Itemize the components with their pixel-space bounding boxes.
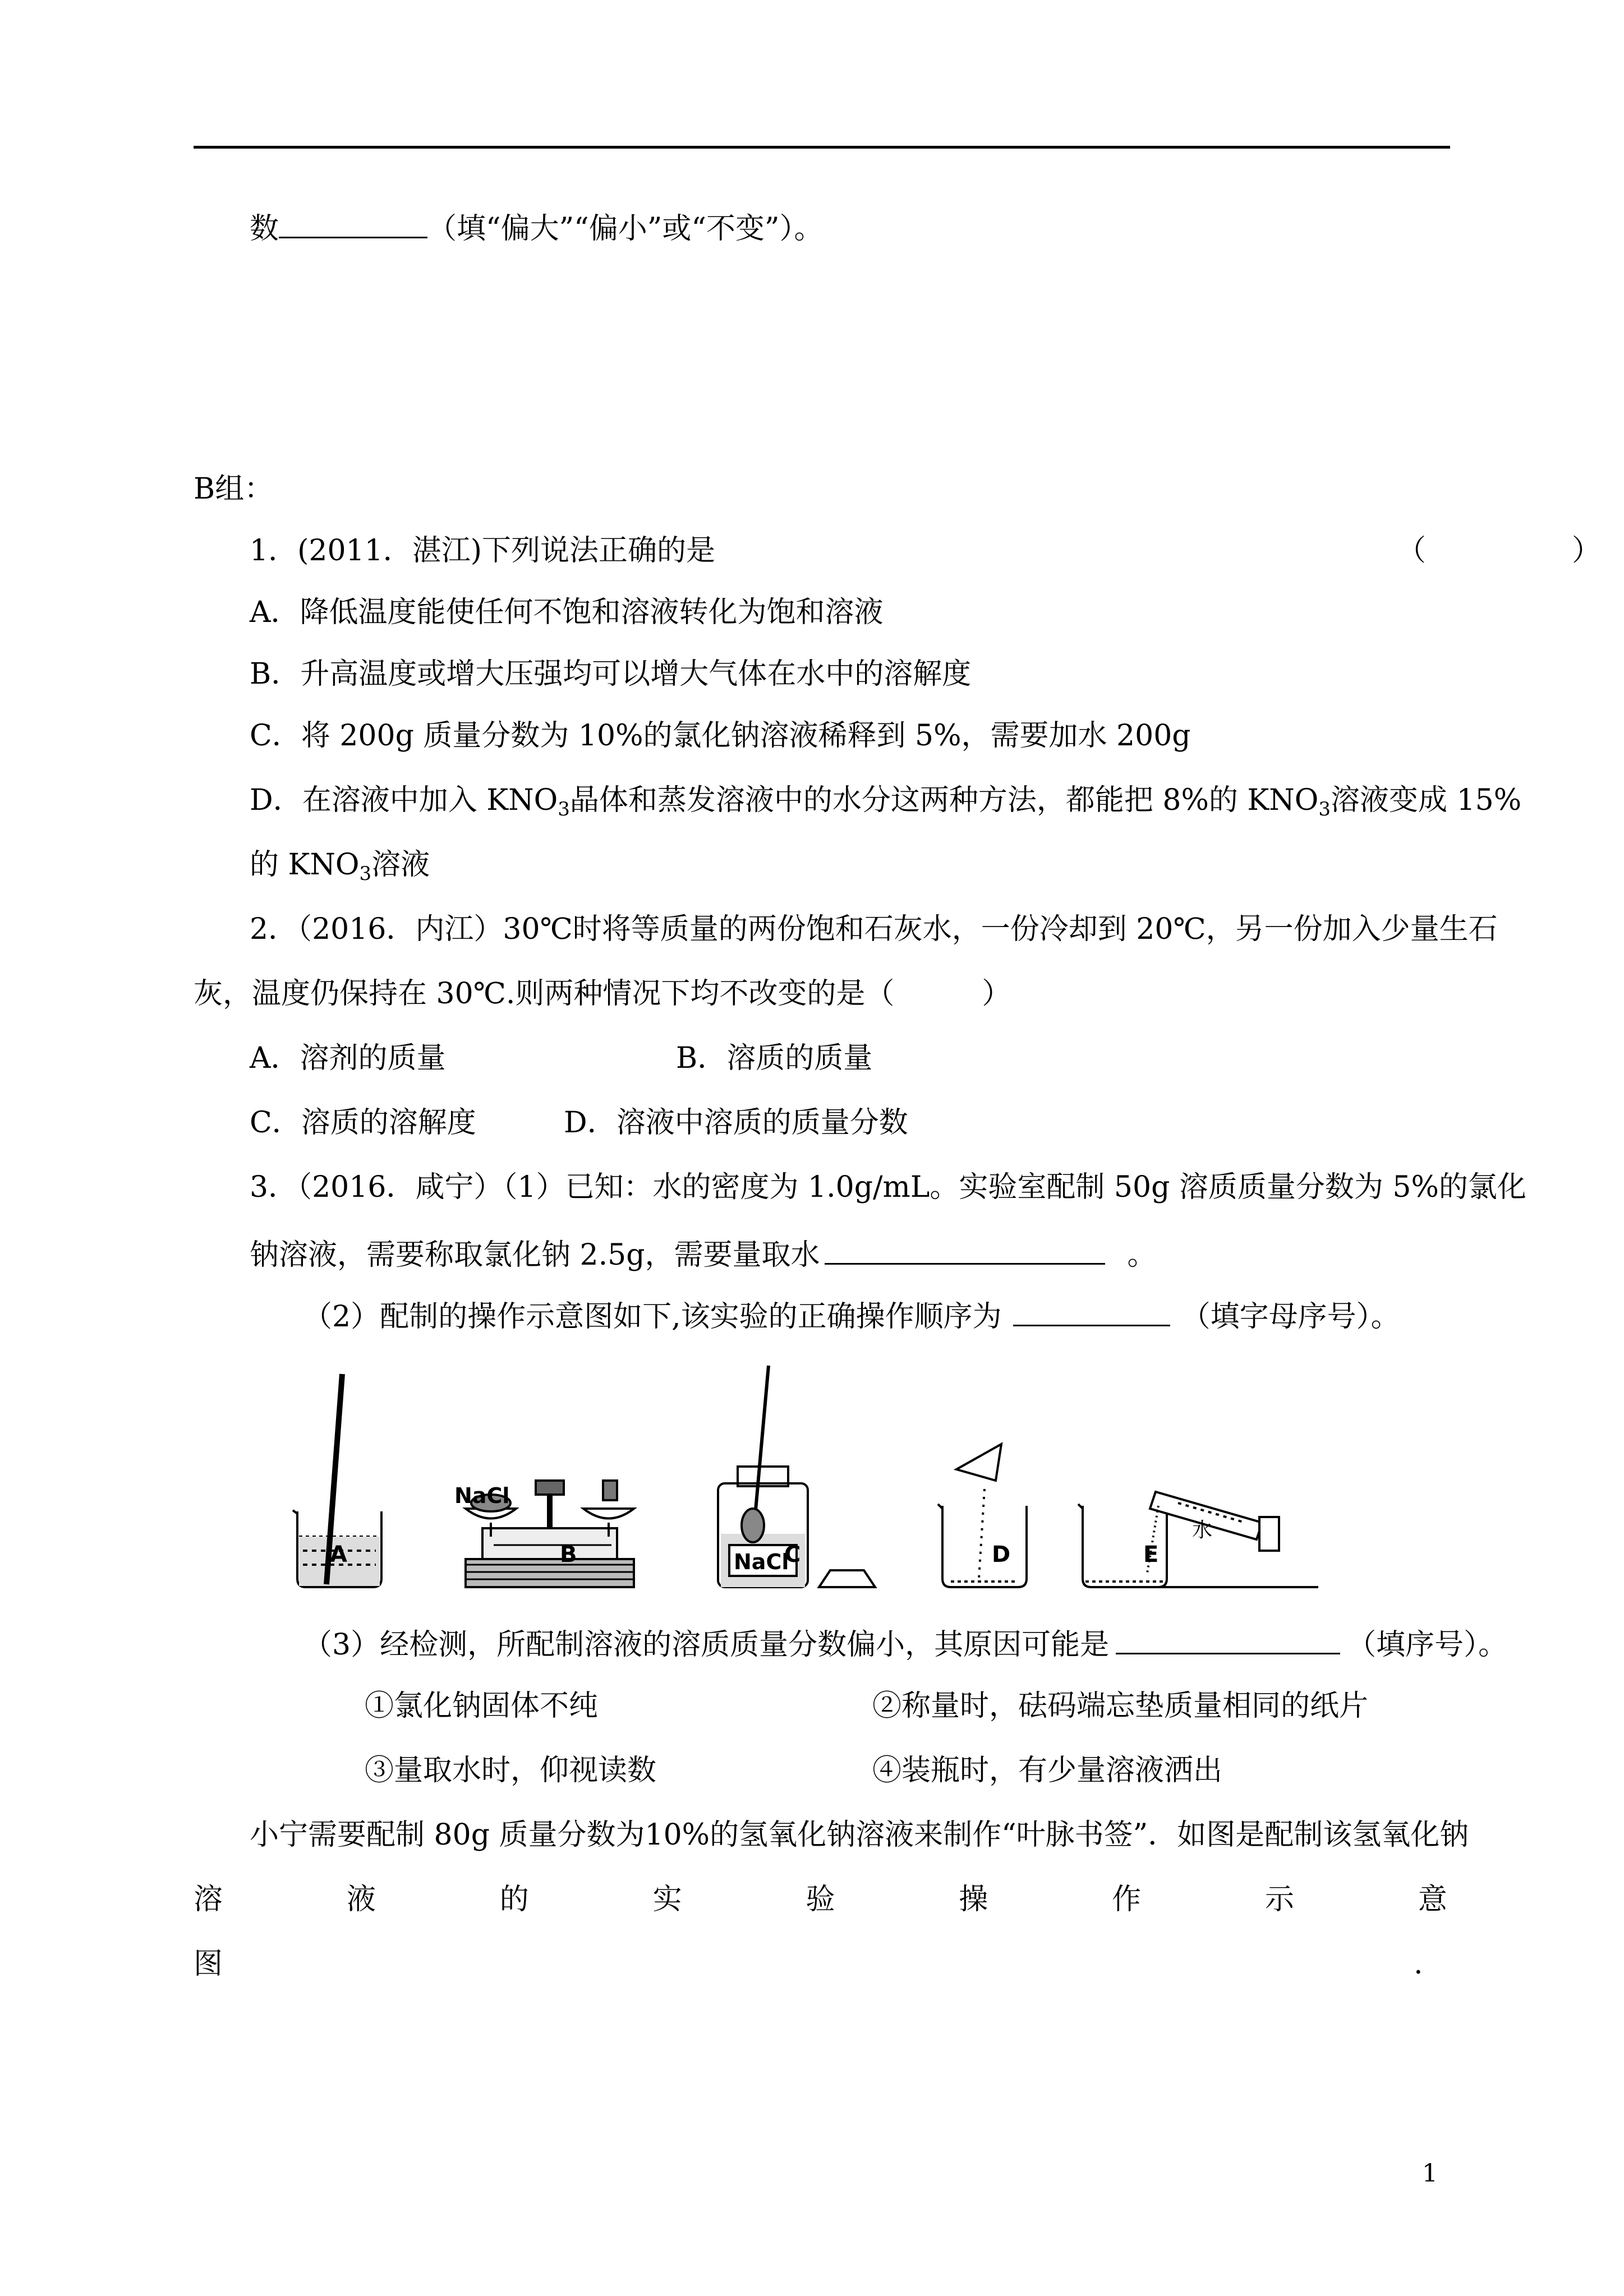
text: （填序号）。 xyxy=(1347,1628,1508,1662)
question-3-part-3 xyxy=(303,1624,1507,1663)
spread-char: 验 xyxy=(806,1883,835,1916)
subscript: 3 xyxy=(558,798,570,820)
figure-label-c: C xyxy=(784,1542,801,1567)
text: 的 KNO xyxy=(250,848,360,882)
answer-blank[interactable] xyxy=(825,1234,1105,1265)
line-fill-blank-answer xyxy=(250,208,823,247)
q3-choice-1: ①氯化钠固体不纯 xyxy=(365,1689,599,1723)
figure-label-a: A xyxy=(330,1542,347,1567)
text: （3）经检测，所配制溶液的溶质质量分数偏小，其原因可能是 xyxy=(303,1628,1110,1662)
question-4-last-char: 图 xyxy=(194,1947,223,1981)
text: 钠溶液，需要称取氯化钠 2.5g，需要量取水 xyxy=(250,1238,820,1272)
text: （填“偏大”“偏小”或“不变”）。 xyxy=(427,212,823,246)
question-1: 1．(2011．湛江)下列说法正确的是 xyxy=(250,534,715,568)
water-label: 水 xyxy=(1192,1519,1213,1542)
text: 溶液变成 15% xyxy=(1331,783,1522,817)
question-3-part-2 xyxy=(303,1295,1400,1335)
spread-char: 示 xyxy=(1265,1883,1295,1916)
beaker-pouring-icon xyxy=(938,1444,1027,1587)
q2-option-b: B．溶质的质量 xyxy=(676,1041,873,1075)
spread-char: 液 xyxy=(346,1883,376,1916)
q3-choice-2: ②称量时，砝码端忘垫质量相同的纸片 xyxy=(872,1689,1369,1723)
question-3: 3．（2016．咸宁）（1）已知：水的密度为 1.0g/mL。实验室配制 50g 溶质质量分数为 5%的氯化 xyxy=(250,1170,1526,1204)
figure-label-b: B xyxy=(560,1542,577,1567)
text: D．在溶液中加入 KNO xyxy=(250,783,558,817)
group-heading: B组： xyxy=(194,472,274,506)
spread-char: 操 xyxy=(959,1883,988,1916)
answer-blank[interactable] xyxy=(1116,1624,1340,1654)
subscript: 3 xyxy=(1318,798,1331,820)
question-2-cont: 灰，温度仍保持在 30℃.则两种情况下均不改变的是（ ） xyxy=(194,977,1011,1011)
question-3-cont xyxy=(250,1234,1157,1273)
header-rule xyxy=(194,146,1450,149)
q3-choice-3: ③量取水时，仰视读数 xyxy=(365,1754,657,1787)
figure-label-d: D xyxy=(992,1542,1011,1567)
question-4-end-dot: . xyxy=(1414,1947,1423,1981)
text: （2）配制的操作示意图如下,该实验的正确操作顺序为 xyxy=(303,1300,1002,1334)
question-1-answer-paren: （ ） xyxy=(1397,534,1602,568)
question-4-spread-line xyxy=(194,1882,1447,1917)
figure-label-e: E xyxy=(1143,1542,1159,1567)
text: （填字母序号）。 xyxy=(1181,1300,1400,1334)
answer-blank[interactable] xyxy=(279,208,427,238)
q2-option-d: D．溶液中溶质的质量分数 xyxy=(564,1106,908,1140)
page-number: 1 xyxy=(1422,2159,1438,2188)
text: 溶液 xyxy=(371,848,430,882)
nacl-label-bottle: NaCl xyxy=(734,1550,789,1574)
spread-char: 作 xyxy=(1112,1883,1142,1916)
spread-char: 实 xyxy=(652,1883,682,1916)
subscript: 3 xyxy=(359,863,372,885)
text: 。 xyxy=(1127,1238,1157,1272)
text: 晶体和蒸发溶液中的水分这两种方法，都能把 8%的 KNO xyxy=(569,783,1319,817)
q1-option-b: B．升高温度或增大压强均可以增大气体在水中的溶解度 xyxy=(250,657,972,691)
answer-blank[interactable] xyxy=(1013,1295,1170,1326)
text: 数 xyxy=(250,212,279,246)
q1-option-c: C．将 200g 质量分数为 10%的氯化钠溶液稀释到 5%，需要加水 200g xyxy=(250,719,1191,753)
q3-choice-4: ④装瓶时，有少量溶液洒出 xyxy=(872,1754,1223,1787)
spread-char: 溶 xyxy=(194,1883,223,1916)
q2-option-a: A．溶剂的质量 xyxy=(250,1041,446,1075)
nacl-label-balance: NaCl xyxy=(454,1483,510,1508)
q1-option-d xyxy=(250,782,1521,827)
spread-char: 的 xyxy=(499,1883,529,1916)
q1-option-d-cont xyxy=(250,847,430,892)
spread-char: 意 xyxy=(1418,1883,1447,1916)
q1-option-a: A．降低温度能使任何不饱和溶液转化为饱和溶液 xyxy=(250,596,884,629)
question-2: 2．（2016．内江）30℃时将等质量的两份饱和石灰水，一份冷却到 20℃，另一份加入少量生石 xyxy=(250,912,1498,946)
question-4: 小宁需要配制 80g 质量分数为10%的氢氧化钠溶液来制作“叶脉书签”．如图是配制该氢氧化钠 xyxy=(250,1818,1469,1852)
q2-option-c: C．溶质的溶解度 xyxy=(250,1106,476,1140)
